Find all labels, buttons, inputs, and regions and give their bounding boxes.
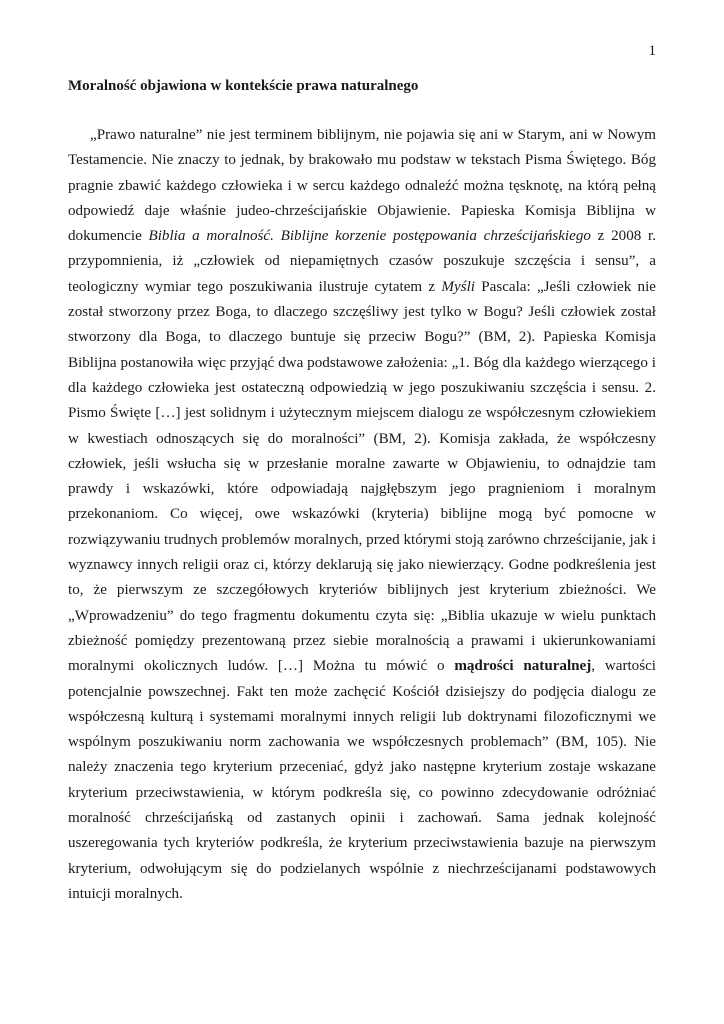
pascal-work-italic: Myśli [441, 278, 475, 295]
bold-phrase: mądrości naturalnej [454, 658, 592, 675]
paragraph-text-2: z 2008 r. przypomnienia, iż „człowiek od niepamiętnych czasów poszukuje szczęścia i sensu”, a teologiczny wymiar tego poszukiwania ilustruje cytatem z [68, 228, 656, 295]
paragraph-text-4: , wartości potencjalnie powszechnej. Fakt ten może zachęcić Kościół dzisiejszy do podjęcia dialogu ze współczesną kulturą i systemami moralnymi innych religii lub doktrynami filozoficznymi we wspólnym poszukiwaniu norm zachowania we współczesnych problemach” (BM, 105). Nie należy znaczenia tego kryterium przeceniać, gdyż jako następne kryterium zostaje wskazane kryterium przeciwstawienia, w którym podkreśla się, co powinno zdecydowanie odróżniać moralność chrześcijańską od zastanych opinii i zachowań. Sama jednak kolejność uszeregowania tych kryteriów podkreśla, że kryterium przeciwstawienia bazuje na pierwszym kryterium, odwołującym się do podzielanych wspólnie z niechrześcijanami podstawowych intuicji moralnych. [68, 658, 656, 902]
paragraph-text-1: „Prawo naturalne” nie jest terminem biblijnym, nie pojawia się ani w Starym, ani w Nowym Testamencie. Nie znaczy to jednak, by brakowało mu podstaw w tekstach Pisma Świętego. Bóg pragnie zbawić każdego człowieka i w sercu każdego odnaleźć można tęsknotę, na którą pełną odpowiedź daje właśnie judeo-chrześcijańskie Objawienie. Papieska Komisja Biblijna w dokumencie [68, 127, 656, 245]
paragraph-text-3: Pascala: „Jeśli człowiek nie został stworzony przez Boga, to dlaczego szczęśliwy jest tylko w Bogu? Jeśli człowiek został stworzony dla Boga, to dlaczego buntuje się przeciw Bogu?” (BM, 2). Papieska Komisja Biblijna postanowiła więc przyjąć dwa podstawowe założenia: „1. Bóg dla każdego wierzącego i dla każdego człowieka jest ostateczną odpowiedzią w jego poszukiwaniu szczęścia i sensu. 2. Pismo Święte […] jest solidnym i użytecznym miejscem dialogu ze współczesnym człowiekiem w kwestiach odnoszących się do moralności” (BM, 2). Komisja zakłada, że współczesny człowiek, jeśli wsłucha się w przesłanie moralne zawarte w Objawieniu, to odnajdzie tam prawdy i wskazówki, które odpowiadają najgłębszym jego pragnieniom i moralnym przekonaniom. Co więcej, owe wskazówki (kryteria) biblijne mogą być pomocne w rozwiązywaniu trudnych problemów moralnych, przed którymi stoją zarówno chrześcijanie, jak i wyznawcy innych religii oraz ci, którzy deklarują się jako niewierzący. Godne podkreślenia jest to, że pierwszym ze szczegółowych kryteriów biblijnych jest kryterium zbieżności. We „Wprowadzeniu” do tego fragmentu dokumentu czyta się: „Biblia ukazuje w wielu punktach zbieżność pomiędzy prezentowaną przez siebie moralnością a prawami i ukierunkowaniami moralnymi okolicznych ludów. […] Można tu mówić o [68, 278, 657, 675]
page-number: 1 [648, 43, 656, 59]
section-title: Moralność objawiona w kontekście prawa naturalnego [68, 78, 419, 94]
body-paragraph [68, 123, 656, 907]
document-title-italic: Biblia a moralność. Biblijne korzenie postępowania chrześcijańskiego [148, 228, 591, 245]
